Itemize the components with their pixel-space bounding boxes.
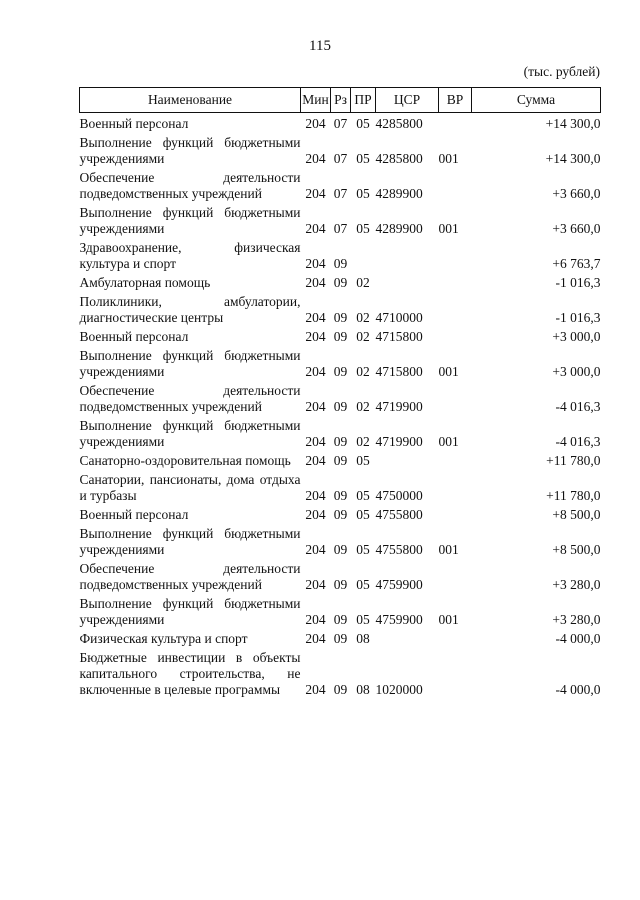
cell-rz: 09: [333, 275, 348, 290]
cell-pr: 05: [356, 542, 370, 557]
cell-pr: 02: [356, 399, 370, 414]
cell-vr: 001: [438, 542, 459, 557]
cell-rz: 09: [333, 329, 348, 344]
cell-rz: 09: [333, 612, 348, 627]
cell-rz: 09: [333, 577, 348, 592]
cell-rz: 09: [333, 682, 348, 697]
cell-sum: +8 500,0: [552, 507, 601, 522]
table-row: [80, 450, 601, 469]
cell-min: 204: [305, 577, 326, 592]
cell-name: Бюджетные инвестиции в объекты капитального строительства, не включенные в целевые программы: [79, 650, 301, 697]
cell-min: 204: [305, 275, 326, 290]
cell-sum: +3 000,0: [552, 329, 601, 344]
cell-rz: 09: [333, 488, 348, 503]
cell-csr: 4755800: [375, 542, 423, 557]
cell-vr: [439, 272, 472, 291]
cell-pr: 05: [356, 453, 370, 468]
cell-min: 204: [305, 256, 326, 271]
cell-vr: [439, 558, 472, 593]
cell-sum: +3 280,0: [552, 612, 601, 627]
table-row: [80, 523, 601, 558]
table-row: [80, 326, 601, 345]
header-vr: ВР: [439, 88, 472, 113]
cell-min: 204: [305, 453, 326, 468]
cell-min: 204: [305, 399, 326, 414]
cell-name: Выполнение функций бюджетными учреждениями: [79, 418, 301, 449]
cell-min: 204: [305, 186, 326, 201]
cell-pr: 05: [356, 612, 370, 627]
cell-vr: [439, 291, 472, 326]
header-csr: ЦСР: [376, 88, 439, 113]
cell-min: 204: [305, 116, 326, 131]
cell-min: 204: [305, 488, 326, 503]
cell-vr: 001: [438, 221, 459, 236]
cell-sum: +3 280,0: [552, 577, 601, 592]
cell-vr: 001: [438, 434, 459, 449]
cell-name: Выполнение функций бюджетными учреждениями: [79, 596, 301, 627]
cell-name: Военный персонал: [79, 329, 189, 344]
cell-vr: [439, 113, 472, 133]
cell-name: Амбулаторная помощь: [79, 275, 211, 290]
cell-rz: 09: [333, 364, 348, 379]
cell-rz: 09: [333, 542, 348, 557]
table-row: [80, 593, 601, 628]
cell-name: Выполнение функций бюджетными учреждениями: [79, 348, 301, 379]
cell-vr: [439, 450, 472, 469]
cell-vr: [439, 628, 472, 647]
cell-pr: [351, 237, 376, 272]
units-label: (тыс. рублей): [523, 64, 600, 79]
cell-name: Военный персонал: [79, 507, 189, 522]
cell-rz: 09: [333, 399, 348, 414]
cell-name: Поликлиники, амбулатории, диагностические центры: [79, 294, 301, 325]
cell-sum: -4 016,3: [555, 434, 601, 449]
cell-name: Обеспечение деятельности подведомственных учреждений: [79, 561, 301, 592]
cell-min: 204: [305, 364, 326, 379]
cell-csr: 4289900: [375, 186, 423, 201]
cell-min: 204: [305, 310, 326, 325]
cell-pr: 05: [356, 507, 370, 522]
cell-sum: +14 300,0: [545, 151, 601, 166]
table-row: [80, 202, 601, 237]
cell-csr: 4285800: [375, 116, 423, 131]
cell-sum: +14 300,0: [545, 116, 601, 131]
cell-csr: 4289900: [375, 221, 423, 236]
cell-csr: 4715800: [375, 329, 423, 344]
cell-sum: +11 780,0: [546, 488, 601, 503]
cell-name: Военный персонал: [79, 116, 189, 131]
cell-name: Обеспечение деятельности подведомственных учреждений: [79, 383, 301, 414]
cell-sum: +3 660,0: [552, 186, 601, 201]
cell-name: Санатории, пансионаты, дома отдыха и турбазы: [79, 472, 301, 503]
cell-csr: [376, 272, 439, 291]
cell-name: Выполнение функций бюджетными учреждениями: [79, 135, 301, 166]
cell-sum: +3 660,0: [552, 221, 601, 236]
cell-pr: 02: [356, 275, 370, 290]
cell-sum: -4 016,3: [555, 399, 601, 414]
header-pr: ПР: [351, 88, 376, 113]
cell-name: Выполнение функций бюджетными учреждениями: [79, 205, 301, 236]
table-row: [80, 558, 601, 593]
cell-min: 204: [305, 151, 326, 166]
header-name: Наименование: [80, 88, 301, 113]
cell-pr: 05: [356, 151, 370, 166]
cell-rz: 09: [333, 310, 348, 325]
cell-vr: [439, 647, 472, 698]
cell-pr: 05: [356, 186, 370, 201]
cell-rz: 07: [333, 116, 348, 131]
cell-min: 204: [305, 682, 326, 697]
cell-rz: 07: [333, 221, 348, 236]
cell-pr: 02: [356, 434, 370, 449]
cell-sum: +6 763,7: [552, 256, 601, 271]
header-sum: Сумма: [472, 88, 601, 113]
table-row: [80, 132, 601, 167]
table-row: [80, 380, 601, 415]
cell-vr: [439, 237, 472, 272]
cell-vr: [439, 504, 472, 523]
cell-csr: 4719900: [375, 434, 423, 449]
cell-pr: 08: [356, 631, 370, 646]
cell-csr: 1020000: [375, 682, 423, 697]
cell-csr: 4759900: [375, 612, 423, 627]
cell-sum: +3 000,0: [552, 364, 601, 379]
header-min: Мин: [301, 88, 331, 113]
cell-csr: [376, 237, 439, 272]
cell-name: Санаторно-оздоровительная помощь: [79, 453, 291, 468]
cell-vr: [439, 469, 472, 504]
cell-csr: 4715800: [375, 364, 423, 379]
header-rz: Рз: [331, 88, 351, 113]
cell-sum: +11 780,0: [546, 453, 601, 468]
cell-rz: 07: [333, 151, 348, 166]
cell-min: 204: [305, 221, 326, 236]
table-row: [80, 345, 601, 380]
table-row: [80, 504, 601, 523]
cell-pr: 05: [356, 116, 370, 131]
cell-min: 204: [305, 434, 326, 449]
cell-sum: -1 016,3: [555, 275, 601, 290]
table-row: [80, 628, 601, 647]
cell-vr: [439, 380, 472, 415]
table-row: [80, 469, 601, 504]
cell-vr: 001: [438, 151, 459, 166]
budget-table: [79, 87, 601, 698]
cell-csr: 4759900: [375, 577, 423, 592]
cell-sum: -4 000,0: [555, 682, 601, 697]
cell-vr: [439, 167, 472, 202]
table-row: [80, 272, 601, 291]
page-number: 115: [309, 38, 331, 54]
cell-min: 204: [305, 507, 326, 522]
cell-pr: 05: [356, 577, 370, 592]
cell-csr: 4719900: [375, 399, 423, 414]
table-header-row: [80, 88, 601, 113]
table-row: [80, 647, 601, 698]
cell-csr: 4710000: [375, 310, 423, 325]
cell-csr: [376, 628, 439, 647]
cell-csr: 4285800: [375, 151, 423, 166]
cell-min: 204: [305, 329, 326, 344]
cell-vr: 001: [438, 612, 459, 627]
cell-pr: 05: [356, 488, 370, 503]
cell-min: 204: [305, 612, 326, 627]
cell-vr: [439, 326, 472, 345]
cell-rz: 09: [333, 631, 348, 646]
cell-rz: 09: [333, 507, 348, 522]
cell-name: Здравоохранение, физическая культура и спорт: [79, 240, 301, 271]
cell-pr: 02: [356, 310, 370, 325]
cell-rz: 09: [333, 434, 348, 449]
cell-pr: 05: [356, 221, 370, 236]
table-row: [80, 167, 601, 202]
cell-csr: [376, 450, 439, 469]
cell-pr: 02: [356, 364, 370, 379]
cell-name: Выполнение функций бюджетными учреждениями: [79, 526, 301, 557]
cell-vr: 001: [438, 364, 459, 379]
cell-csr: 4755800: [375, 507, 423, 522]
cell-pr: 08: [356, 682, 370, 697]
cell-min: 204: [305, 631, 326, 646]
cell-rz: 09: [333, 256, 348, 271]
table-row: [80, 415, 601, 450]
cell-pr: 02: [356, 329, 370, 344]
cell-csr: 4750000: [375, 488, 423, 503]
cell-name: Физическая культура и спорт: [79, 631, 248, 646]
cell-min: 204: [305, 542, 326, 557]
cell-sum: -4 000,0: [555, 631, 601, 646]
cell-sum: -1 016,3: [555, 310, 601, 325]
table-row: [80, 113, 601, 133]
cell-rz: 07: [333, 186, 348, 201]
cell-sum: +8 500,0: [552, 542, 601, 557]
cell-name: Обеспечение деятельности подведомственных учреждений: [79, 170, 301, 201]
cell-rz: 09: [333, 453, 348, 468]
table-row: [80, 237, 601, 272]
table-row: [80, 291, 601, 326]
